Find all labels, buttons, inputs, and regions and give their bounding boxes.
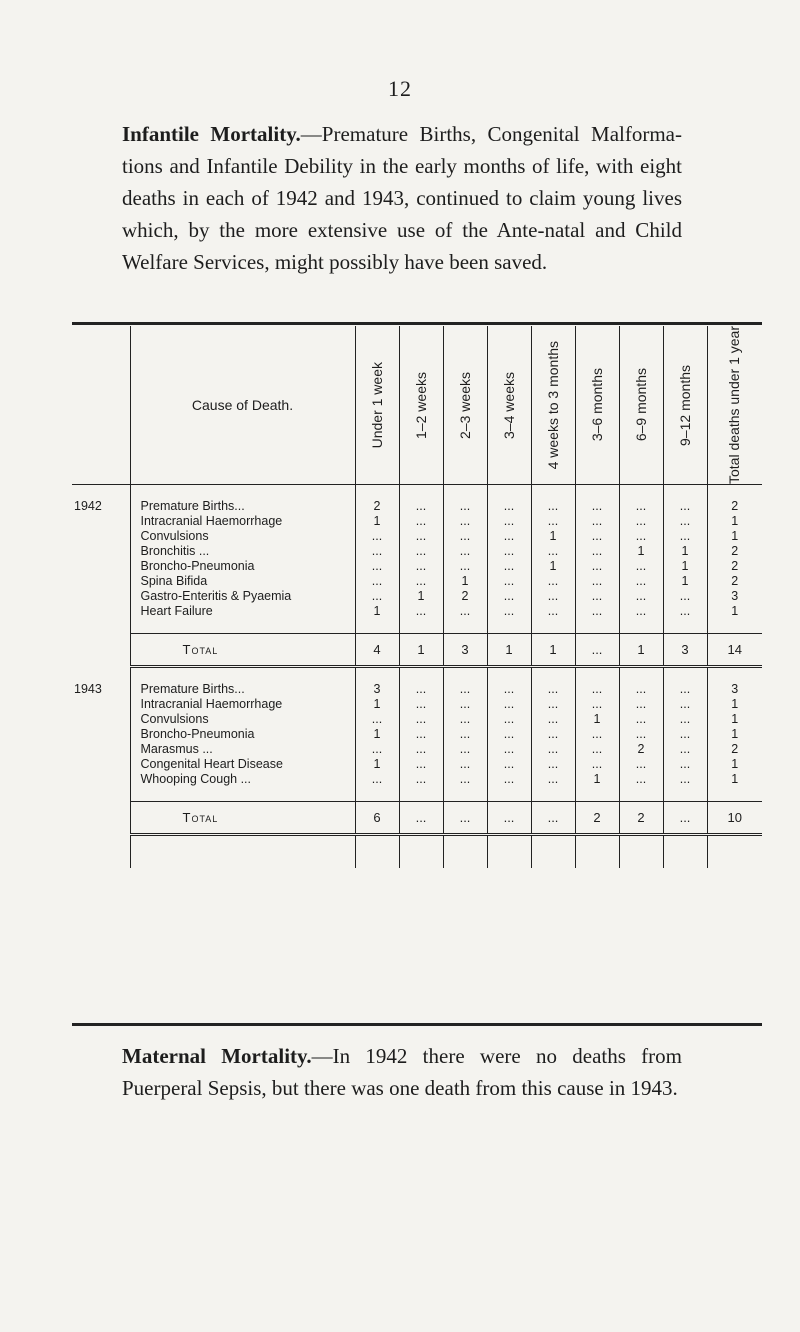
total-cell: 3 <box>443 634 487 667</box>
table-row <box>72 514 762 529</box>
cause-cell: Convulsions <box>130 529 355 544</box>
value-cell: 1 <box>531 529 575 544</box>
col-header-3 <box>487 326 531 485</box>
value-cell: ... <box>399 529 443 544</box>
value-cell: 2 <box>707 499 762 514</box>
year-cell <box>72 712 130 727</box>
value-cell: ... <box>619 589 663 604</box>
value-cell: 2 <box>707 559 762 574</box>
value-cell: ... <box>619 727 663 742</box>
total-cell: 14 <box>707 634 762 667</box>
value-cell: ... <box>575 757 619 772</box>
value-cell: ... <box>663 514 707 529</box>
col-label: Under 1 week <box>368 361 385 449</box>
year-cell <box>72 604 130 619</box>
spacer-cell <box>72 667 130 683</box>
value-cell: 1 <box>707 757 762 772</box>
value-cell: 1 <box>663 574 707 589</box>
value-cell: ... <box>355 742 399 757</box>
spacer-cell <box>130 667 355 683</box>
spacer-cell <box>130 787 355 802</box>
spacer-cell <box>707 835 762 869</box>
value-cell: ... <box>399 604 443 619</box>
year-cell <box>72 514 130 529</box>
value-cell: ... <box>619 574 663 589</box>
value-cell: ... <box>531 544 575 559</box>
spacer-cell <box>355 485 399 500</box>
value-cell: ... <box>663 697 707 712</box>
value-cell: ... <box>531 499 575 514</box>
year-cell <box>72 802 130 835</box>
table-row <box>72 757 762 772</box>
col-header-4 <box>531 326 575 485</box>
total-cell: 3 <box>663 634 707 667</box>
year-cell <box>72 742 130 757</box>
value-cell: ... <box>487 757 531 772</box>
value-cell: ... <box>487 589 531 604</box>
value-cell: ... <box>399 682 443 697</box>
value-cell: ... <box>399 727 443 742</box>
spacer-cell <box>72 835 130 869</box>
spacer-cell <box>663 835 707 869</box>
value-cell: 1 <box>707 697 762 712</box>
value-cell: ... <box>619 514 663 529</box>
total-cell: 2 <box>619 802 663 835</box>
table-bottom-rule <box>72 1023 762 1026</box>
value-cell: 3 <box>355 682 399 697</box>
year-cell <box>72 589 130 604</box>
col-label: 4 weeks to 3 months <box>544 340 561 470</box>
col-header-6 <box>619 326 663 485</box>
value-cell: ... <box>531 712 575 727</box>
value-cell: 1 <box>707 712 762 727</box>
value-cell: ... <box>487 772 531 787</box>
spacer-cell <box>663 787 707 802</box>
value-cell: 1 <box>355 604 399 619</box>
value-cell: ... <box>443 772 487 787</box>
value-cell: ... <box>487 682 531 697</box>
spacer-cell <box>575 787 619 802</box>
spacer-cell <box>663 667 707 683</box>
spacer-cell <box>487 619 531 634</box>
intro-paragraph <box>122 118 682 278</box>
value-cell: ... <box>663 529 707 544</box>
value-cell: ... <box>575 604 619 619</box>
value-cell: ... <box>443 682 487 697</box>
cause-cell: Marasmus ... <box>130 742 355 757</box>
total-row <box>72 634 762 667</box>
spacer-cell <box>443 485 487 500</box>
value-cell: 1 <box>399 589 443 604</box>
value-cell: ... <box>531 589 575 604</box>
value-cell: ... <box>443 559 487 574</box>
value-cell: ... <box>355 544 399 559</box>
table-top-rule <box>72 322 762 325</box>
value-cell: ... <box>619 682 663 697</box>
cause-cell: Broncho-Pneumonia <box>130 559 355 574</box>
value-cell: 1 <box>707 514 762 529</box>
value-cell: ... <box>355 559 399 574</box>
value-cell: ... <box>355 712 399 727</box>
total-label: Total <box>130 634 355 667</box>
value-cell: ... <box>619 757 663 772</box>
value-cell: 2 <box>355 499 399 514</box>
value-cell: ... <box>575 697 619 712</box>
value-cell: ... <box>531 697 575 712</box>
value-cell: ... <box>399 697 443 712</box>
intro-text: —Premature Births, Congenital Malforma- tions and Infantile Debility in the early months of life, with eight deaths in each of 1942 and 1943, continued to claim young lives which, by the more extensive use of the Ante-natal and Child Welfare Services, might possibly have been saved. <box>122 122 682 274</box>
cause-cell: Premature Births... <box>130 499 355 514</box>
spacer-cell <box>663 619 707 634</box>
value-cell: ... <box>443 499 487 514</box>
spacer-cell <box>663 485 707 500</box>
col-label: 2–3 weeks <box>456 371 473 439</box>
value-cell: 1 <box>707 772 762 787</box>
spacer-cell <box>531 787 575 802</box>
value-cell: ... <box>443 712 487 727</box>
value-cell: 1 <box>663 559 707 574</box>
value-cell: ... <box>663 589 707 604</box>
spacer-cell <box>531 485 575 500</box>
spacer-cell <box>399 667 443 683</box>
total-cell: 2 <box>575 802 619 835</box>
value-cell: ... <box>619 712 663 727</box>
col-label: 9–12 months <box>676 364 693 446</box>
value-cell: ... <box>575 559 619 574</box>
spacer-cell <box>355 619 399 634</box>
value-cell: ... <box>443 697 487 712</box>
value-cell: ... <box>531 727 575 742</box>
year-cell <box>72 727 130 742</box>
spacer-cell <box>575 619 619 634</box>
spacer-cell <box>355 835 399 869</box>
spacer-cell <box>619 485 663 500</box>
spacer-cell <box>487 835 531 869</box>
value-cell: 1 <box>355 757 399 772</box>
total-label: Total <box>130 802 355 835</box>
spacer-cell <box>619 619 663 634</box>
col-header-2 <box>443 326 487 485</box>
cause-cell: Convulsions <box>130 712 355 727</box>
value-cell: 1 <box>355 727 399 742</box>
value-cell: 1 <box>707 604 762 619</box>
value-cell: ... <box>531 574 575 589</box>
value-cell: 1 <box>355 697 399 712</box>
value-cell: 1 <box>619 544 663 559</box>
value-cell: ... <box>443 727 487 742</box>
value-cell: ... <box>663 742 707 757</box>
value-cell: ... <box>443 604 487 619</box>
year-cell <box>72 574 130 589</box>
value-cell: ... <box>575 574 619 589</box>
spacer-cell <box>531 835 575 869</box>
spacer-cell <box>487 787 531 802</box>
table-row <box>72 559 762 574</box>
year-cell <box>72 757 130 772</box>
value-cell: ... <box>619 772 663 787</box>
total-cell: 1 <box>531 634 575 667</box>
value-cell: ... <box>619 697 663 712</box>
spacer-cell <box>130 835 355 869</box>
table-row <box>72 529 762 544</box>
spacer-cell <box>443 619 487 634</box>
cause-cell: Congenital Heart Disease <box>130 757 355 772</box>
page-number: 12 <box>388 76 412 101</box>
value-cell: ... <box>531 772 575 787</box>
value-cell: ... <box>619 559 663 574</box>
value-cell: 1 <box>707 727 762 742</box>
value-cell: ... <box>443 529 487 544</box>
spacer-cell <box>619 667 663 683</box>
spacer-cell <box>72 619 130 634</box>
value-cell: ... <box>399 514 443 529</box>
value-cell: ... <box>487 604 531 619</box>
value-cell: ... <box>487 559 531 574</box>
spacer-cell <box>399 835 443 869</box>
total-cell: ... <box>531 802 575 835</box>
spacer-cell <box>443 667 487 683</box>
value-cell: ... <box>399 772 443 787</box>
total-cell: ... <box>399 802 443 835</box>
total-cell: 10 <box>707 802 762 835</box>
table-row <box>72 742 762 757</box>
col-label: 3–4 weeks <box>500 371 517 439</box>
spacer-row <box>72 835 762 869</box>
col-label: 6–9 months <box>632 368 649 442</box>
spacer-cell <box>707 667 762 683</box>
cause-cell: Bronchitis ... <box>130 544 355 559</box>
value-cell: ... <box>531 604 575 619</box>
value-cell: ... <box>487 712 531 727</box>
value-cell: 2 <box>707 544 762 559</box>
year-cell <box>72 559 130 574</box>
col-label: 3–6 months <box>588 368 605 442</box>
value-cell: 2 <box>707 742 762 757</box>
spacer-cell <box>130 485 355 500</box>
value-cell: ... <box>487 499 531 514</box>
cause-cell: Broncho-Pneumonia <box>130 727 355 742</box>
spacer-cell <box>355 667 399 683</box>
value-cell: 1 <box>707 529 762 544</box>
value-cell: 1 <box>355 514 399 529</box>
value-cell: ... <box>399 574 443 589</box>
year-cell <box>72 772 130 787</box>
spacer-cell <box>619 835 663 869</box>
value-cell: ... <box>355 772 399 787</box>
year-cell <box>72 634 130 667</box>
outro-text: —In 1942 there were no deaths from Puerperal Sepsis, but there was one death from this cause in 1943. <box>122 1044 683 1100</box>
year-label: 1942 <box>74 499 102 513</box>
year-header <box>72 326 130 485</box>
cause-cell: Heart Failure <box>130 604 355 619</box>
total-cell: 1 <box>399 634 443 667</box>
value-cell: ... <box>663 772 707 787</box>
year-cell <box>72 544 130 559</box>
spacer-cell <box>443 835 487 869</box>
outro-paragraph <box>122 1040 682 1104</box>
value-cell: 1 <box>575 772 619 787</box>
value-cell: 1 <box>531 559 575 574</box>
cause-cell: Whooping Cough ... <box>130 772 355 787</box>
total-cell: 1 <box>619 634 663 667</box>
spacer-cell <box>531 667 575 683</box>
value-cell: ... <box>399 499 443 514</box>
total-cell: 1 <box>487 634 531 667</box>
value-cell: ... <box>487 742 531 757</box>
value-cell: ... <box>487 529 531 544</box>
table-body <box>72 485 762 869</box>
value-cell: ... <box>443 544 487 559</box>
col-header-5 <box>575 326 619 485</box>
spacer-cell <box>399 619 443 634</box>
spacer-cell <box>575 667 619 683</box>
cause-header: Cause of Death. <box>130 326 355 485</box>
value-cell: ... <box>619 499 663 514</box>
value-cell: ... <box>663 604 707 619</box>
value-cell: ... <box>487 574 531 589</box>
value-cell: ... <box>487 697 531 712</box>
spacer-row <box>72 485 762 500</box>
spacer-row <box>72 619 762 634</box>
cause-cell: Intracranial Haemorrhage <box>130 514 355 529</box>
value-cell: ... <box>487 727 531 742</box>
total-row <box>72 802 762 835</box>
total-cell: 4 <box>355 634 399 667</box>
value-cell: 3 <box>707 589 762 604</box>
table-row <box>72 712 762 727</box>
spacer-cell <box>72 485 130 500</box>
value-cell: ... <box>663 727 707 742</box>
value-cell: ... <box>531 514 575 529</box>
value-cell: 1 <box>443 574 487 589</box>
value-cell: ... <box>575 514 619 529</box>
value-cell: 3 <box>707 682 762 697</box>
value-cell: ... <box>399 712 443 727</box>
value-cell: ... <box>575 499 619 514</box>
total-cell: ... <box>487 802 531 835</box>
total-cell: 6 <box>355 802 399 835</box>
intro-heading: Infantile Mortality. <box>122 122 301 146</box>
spacer-cell <box>707 619 762 634</box>
value-cell: ... <box>663 499 707 514</box>
table-row <box>72 727 762 742</box>
spacer-cell <box>531 619 575 634</box>
value-cell: ... <box>487 514 531 529</box>
value-cell: ... <box>443 742 487 757</box>
value-cell: ... <box>531 742 575 757</box>
table-row <box>72 772 762 787</box>
cause-cell: Premature Births... <box>130 682 355 697</box>
value-cell: ... <box>531 757 575 772</box>
value-cell: ... <box>575 529 619 544</box>
value-cell: ... <box>355 589 399 604</box>
col-label: 1–2 weeks <box>412 371 429 439</box>
table-row <box>72 544 762 559</box>
table-row <box>72 697 762 712</box>
value-cell: 1 <box>663 544 707 559</box>
value-cell: ... <box>399 544 443 559</box>
cause-cell: Spina Bifida <box>130 574 355 589</box>
value-cell: ... <box>355 574 399 589</box>
col-label: Total deaths under 1 year <box>726 326 743 484</box>
value-cell: ... <box>663 712 707 727</box>
spacer-row <box>72 667 762 683</box>
spacer-cell <box>707 787 762 802</box>
value-cell: 2 <box>443 589 487 604</box>
col-header-8 <box>707 326 762 485</box>
table-row <box>72 604 762 619</box>
spacer-cell <box>130 619 355 634</box>
year-label: 1943 <box>74 682 102 696</box>
spacer-cell <box>707 485 762 500</box>
spacer-cell <box>399 485 443 500</box>
cause-cell: Gastro-Enteritis & Pyaemia <box>130 589 355 604</box>
cause-cell: Intracranial Haemorrhage <box>130 697 355 712</box>
value-cell: ... <box>443 514 487 529</box>
spacer-cell <box>575 485 619 500</box>
spacer-cell <box>487 485 531 500</box>
spacer-cell <box>575 835 619 869</box>
value-cell: ... <box>399 757 443 772</box>
spacer-cell <box>355 787 399 802</box>
total-cell: ... <box>443 802 487 835</box>
col-header-1 <box>399 326 443 485</box>
value-cell: ... <box>443 757 487 772</box>
value-cell: ... <box>575 682 619 697</box>
value-cell: ... <box>575 727 619 742</box>
value-cell: ... <box>399 559 443 574</box>
col-header-0 <box>355 326 399 485</box>
value-cell: 2 <box>707 574 762 589</box>
value-cell: ... <box>399 742 443 757</box>
value-cell: ... <box>619 604 663 619</box>
spacer-cell <box>443 787 487 802</box>
year-cell <box>72 529 130 544</box>
value-cell: ... <box>619 529 663 544</box>
value-cell: 1 <box>575 712 619 727</box>
table-row <box>72 682 762 697</box>
table-row <box>72 499 762 514</box>
spacer-cell <box>487 667 531 683</box>
value-cell: ... <box>663 682 707 697</box>
spacer-row <box>72 787 762 802</box>
value-cell: ... <box>575 544 619 559</box>
col-header-7 <box>663 326 707 485</box>
mortality-table <box>72 326 762 868</box>
value-cell: ... <box>575 742 619 757</box>
value-cell: ... <box>355 529 399 544</box>
table-header-row <box>72 326 762 485</box>
value-cell: ... <box>487 544 531 559</box>
spacer-cell <box>72 787 130 802</box>
outro-heading: Maternal Mortality. <box>122 1044 312 1068</box>
value-cell: ... <box>575 589 619 604</box>
spacer-cell <box>619 787 663 802</box>
spacer-cell <box>399 787 443 802</box>
total-cell: ... <box>663 802 707 835</box>
table-row <box>72 574 762 589</box>
value-cell: ... <box>531 682 575 697</box>
table-row <box>72 589 762 604</box>
value-cell: ... <box>663 757 707 772</box>
value-cell: 2 <box>619 742 663 757</box>
year-cell <box>72 697 130 712</box>
total-cell: ... <box>575 634 619 667</box>
